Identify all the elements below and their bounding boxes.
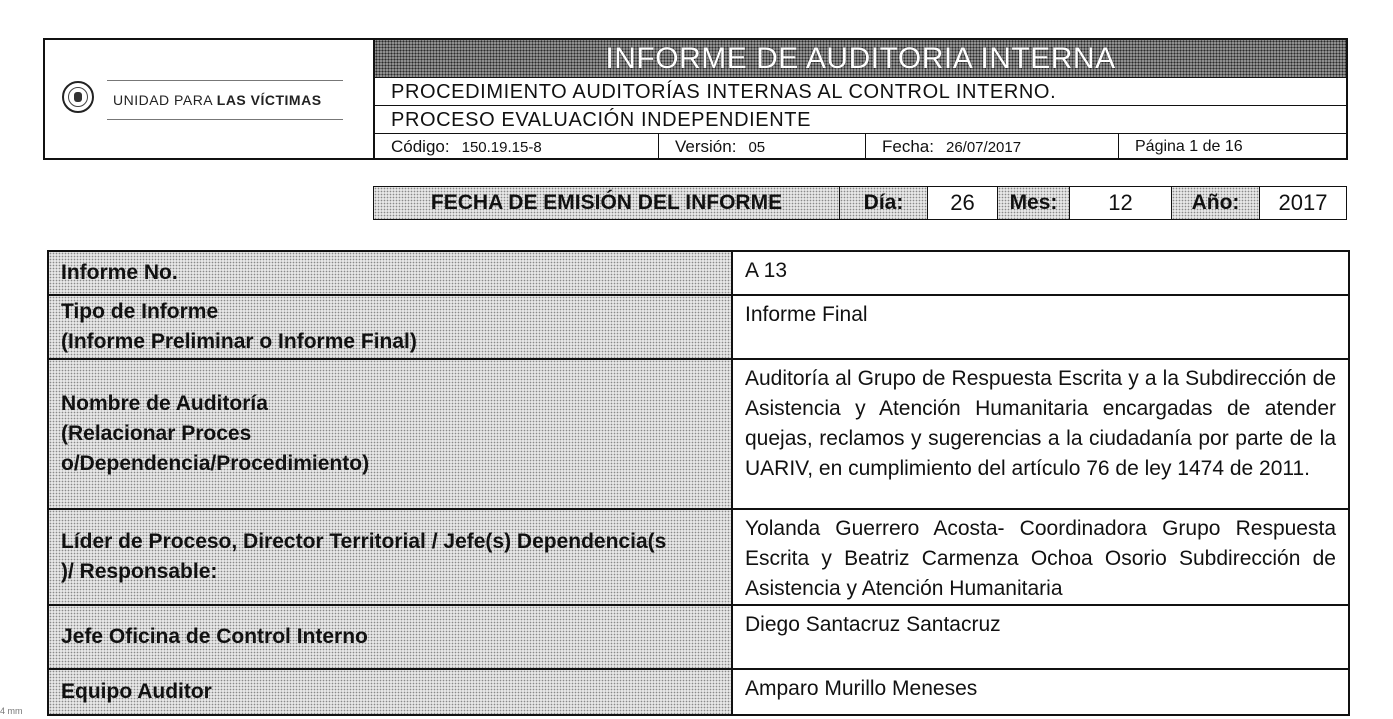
label-line: Líder de Proceso, Director Territorial / Jefe(s) Dependencia(s — [61, 530, 667, 553]
control-head-label — [48, 605, 732, 669]
coat-of-arms-icon — [62, 81, 94, 113]
code-label: Código: — [391, 137, 450, 156]
table-row — [48, 509, 1349, 605]
day-value: 26 — [928, 187, 998, 219]
table-row — [48, 605, 1349, 669]
procedure-name: PROCEDIMIENTO AUDITORÍAS INTERNAS AL CONTROL INTERNO. — [375, 78, 1346, 106]
label-line: Equipo Auditor — [61, 680, 212, 703]
date-cell — [866, 134, 1119, 160]
date-value: 26/07/2017 — [945, 138, 1022, 156]
emission-label: FECHA DE EMISIÓN DEL INFORME — [374, 187, 840, 219]
logo-block — [45, 40, 375, 158]
document-header — [43, 38, 1348, 160]
logo-rule-bottom — [107, 119, 343, 120]
report-info-table — [47, 250, 1350, 716]
control-head-value: Diego Santacruz Santacruz — [732, 605, 1349, 669]
title-bar — [375, 40, 1346, 78]
day-label: Día: — [840, 187, 928, 219]
process-leader-value: Yolanda Guerrero Acosta- Coordinadora Grupo Respuesta Escrita y Beatriz Carmenza Ochoa Osorio Subdirección de Asistencia y Atención Humanitaria — [732, 509, 1349, 605]
label-line: Jefe Oficina de Control Interno — [61, 625, 368, 648]
version-value: 05 — [748, 138, 766, 156]
process-leader-label — [48, 509, 732, 605]
year-value: 2017 — [1260, 187, 1346, 219]
report-number-value: A 13 — [732, 251, 1349, 295]
label-line: Tipo de Informe — [61, 300, 219, 323]
page-indicator: Página 1 de 16 — [1135, 138, 1243, 155]
month-value: 12 — [1070, 187, 1172, 219]
code-value: 150.19.15-8 — [461, 138, 542, 156]
report-number-label — [48, 251, 732, 295]
label-line: (Relacionar Proces — [61, 422, 252, 445]
corner-note: 4 mm — [0, 706, 23, 716]
report-title: INFORME DE AUDITORIA INTERNA — [605, 41, 1116, 75]
document-meta-row — [375, 134, 1346, 160]
month-label: Mes: — [998, 187, 1070, 219]
code-cell — [375, 134, 659, 160]
table-row — [48, 669, 1349, 715]
version-cell — [659, 134, 866, 160]
audit-name-value: Auditoría al Grupo de Respuesta Escrita y a la Subdirección de Asistencia y Atención Humanitaria encargadas de atender quejas, reclamos y sugerencias a la ciudadanía por parte de la UARIV, en cumplimiento del artículo 76 de ley 1474 de 2011. — [732, 359, 1349, 509]
process-name: PROCESO EVALUACIÓN INDEPENDIENTE — [375, 106, 1346, 134]
label-line: Nombre de Auditoría — [61, 392, 268, 415]
emission-date-bar — [373, 186, 1347, 220]
label-line: Informe No. — [61, 261, 178, 284]
audit-team-label — [48, 669, 732, 715]
table-row — [48, 251, 1349, 295]
version-label: Versión: — [675, 137, 737, 156]
table-row — [48, 295, 1349, 359]
report-type-value: Informe Final — [732, 295, 1349, 359]
audit-team-value: Amparo Murillo Meneses — [732, 669, 1349, 715]
label-line: o/Dependencia/Procedimiento) — [61, 452, 370, 475]
unit-name-light: UNIDAD PARA — [113, 92, 217, 108]
page-cell — [1119, 134, 1346, 160]
label-line: )/ Responsable: — [61, 560, 218, 583]
label-line: (Informe Preliminar o Informe Final) — [61, 330, 417, 353]
logo-rule-top — [107, 80, 343, 81]
table-row — [48, 359, 1349, 509]
report-type-label — [48, 295, 732, 359]
year-label: Año: — [1172, 187, 1260, 219]
unit-name-bold: LAS VÍCTIMAS — [216, 92, 322, 108]
unit-name — [113, 92, 322, 108]
audit-name-label — [48, 359, 732, 509]
date-label: Fecha: — [882, 137, 934, 156]
